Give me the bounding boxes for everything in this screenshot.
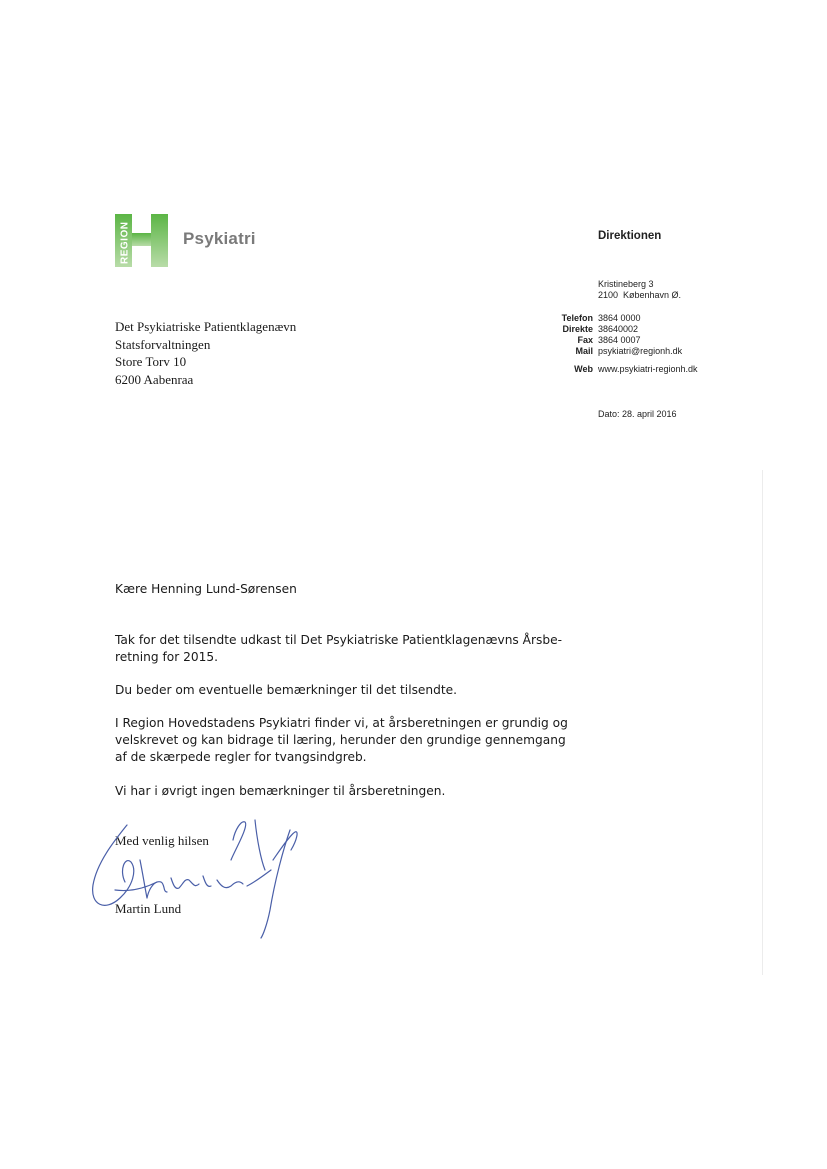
region-h-logo — [115, 214, 168, 267]
contact-row-mail — [520, 346, 698, 357]
contact-label: Fax — [577, 335, 593, 345]
contact-row-fax — [520, 335, 698, 346]
contact-row-web — [520, 364, 698, 375]
contact-value: www.psykiatri-regionh.dk — [598, 364, 698, 374]
logo-region-text: REGION — [119, 221, 131, 264]
recipient-line: Store Torv 10 — [115, 354, 187, 369]
department-name: Direktionen — [598, 230, 662, 242]
contact-row-telefon — [520, 313, 698, 324]
contact-label: Mail — [575, 346, 593, 356]
contact-row-direkte — [520, 324, 698, 335]
letter-paragraph: I Region Hovedstadens Psykiatri finder vi, at årsberetningen er grundig og velskrevet og kan bidrage til læring, herunder den grundige gennemgang af de skærpede regler for tvangsindgreb. — [115, 716, 568, 764]
letter-paragraph: Tak for det tilsendte udkast til Det Psykiatriske Patientklagenævns Årsbe- retning for 2015. — [115, 633, 562, 664]
letter-paragraph: Vi har i øvrigt ingen bemærkninger til årsberetningen. — [115, 784, 446, 798]
recipient-line: Det Psykiatriske Patientklagenævn — [115, 319, 297, 334]
contact-value: psykiatri@regionh.dk — [598, 346, 683, 356]
letter-closing: Med venlig hilsen — [115, 833, 209, 848]
address-line: 2100 København Ø. — [598, 290, 682, 300]
recipient-address — [115, 318, 296, 388]
recipient-line: 6200 Aabenraa — [115, 371, 194, 387]
scan-edge-line — [762, 470, 763, 975]
contact-value: 38640002 — [598, 324, 639, 334]
contact-label: Telefon — [561, 313, 593, 323]
contact-value: 3864 0000 — [598, 313, 641, 323]
letter-date: Dato: 28. april 2016 — [598, 409, 677, 419]
address-line: Kristineberg 3 — [598, 279, 654, 289]
handwritten-signature — [85, 800, 315, 940]
contact-label: Web — [574, 364, 593, 374]
contact-label: Direkte — [562, 324, 593, 334]
contact-value: 3864 0007 — [598, 335, 641, 345]
letter-paragraph: Du beder om eventuelle bemærkninger til det tilsendte. — [115, 683, 458, 697]
logo-wordmark: Psykiatri — [183, 229, 256, 248]
sender-contacts — [520, 313, 698, 375]
letter-greeting: Kære Henning Lund-Sørensen — [115, 582, 297, 596]
recipient-line: Statsforvaltningen — [115, 336, 211, 352]
signer-name: Martin Lund — [115, 901, 182, 916]
sender-address — [598, 279, 681, 301]
